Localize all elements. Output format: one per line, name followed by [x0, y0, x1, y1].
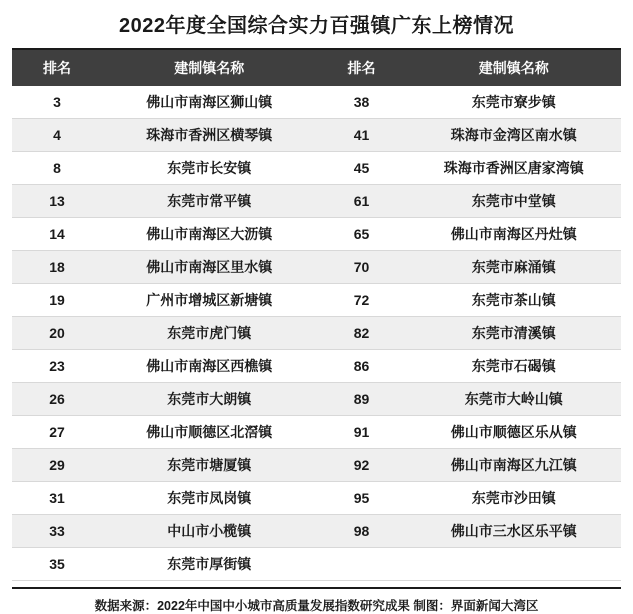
source-note: 数据来源：2022年中国中小城市高质量发展指数研究成果 制图：界面新闻大湾区 [94, 599, 539, 613]
town-right: 东莞市中堂镇 [407, 185, 622, 218]
rank-right: 72 [317, 284, 407, 317]
table-header [12, 50, 621, 86]
rank-right: 61 [317, 185, 407, 218]
town-left: 东莞市凤岗镇 [102, 482, 317, 515]
town-left: 东莞市长安镇 [102, 152, 317, 185]
rank-left: 13 [12, 185, 102, 218]
town-left: 佛山市南海区西樵镇 [102, 350, 317, 383]
town-left: 佛山市南海区大沥镇 [102, 218, 317, 251]
rank-right: 91 [317, 416, 407, 449]
table-row [12, 152, 621, 185]
table-row [12, 383, 621, 416]
ranking-table [12, 50, 621, 581]
rank-left: 33 [12, 515, 102, 548]
town-right: 东莞市大岭山镇 [407, 383, 622, 416]
rank-right: 98 [317, 515, 407, 548]
table-row [12, 350, 621, 383]
page-title: 2022年度全国综合实力百强镇广东上榜情况 [119, 15, 514, 37]
table-row [12, 218, 621, 251]
rank-left: 27 [12, 416, 102, 449]
town-right: 东莞市麻涌镇 [407, 251, 622, 284]
table-row [12, 548, 621, 581]
town-right: 东莞市寮步镇 [407, 86, 622, 119]
rank-right: 41 [317, 119, 407, 152]
table-body [12, 86, 621, 581]
town-left: 佛山市顺德区北滘镇 [102, 416, 317, 449]
rank-left: 4 [12, 119, 102, 152]
town-left: 东莞市常平镇 [102, 185, 317, 218]
table-row [12, 449, 621, 482]
rank-left: 35 [12, 548, 102, 581]
rank-left: 20 [12, 317, 102, 350]
town-right: 佛山市南海区丹灶镇 [407, 218, 622, 251]
table-row [12, 416, 621, 449]
town-right: 珠海市香洲区唐家湾镇 [407, 152, 622, 185]
town-right: 东莞市石碣镇 [407, 350, 622, 383]
town-left: 中山市小榄镇 [102, 515, 317, 548]
town-right: 佛山市三水区乐平镇 [407, 515, 622, 548]
town-left: 东莞市厚街镇 [102, 548, 317, 581]
table-row [12, 482, 621, 515]
town-left: 珠海市香洲区横琴镇 [102, 119, 317, 152]
town-right: 佛山市南海区九江镇 [407, 449, 622, 482]
rank-right: 92 [317, 449, 407, 482]
rank-left: 29 [12, 449, 102, 482]
rank-left: 14 [12, 218, 102, 251]
table-row [12, 86, 621, 119]
rank-right: 86 [317, 350, 407, 383]
rank-right: 45 [317, 152, 407, 185]
town-left: 东莞市大朗镇 [102, 383, 317, 416]
rank-right: 82 [317, 317, 407, 350]
town-left: 佛山市南海区里水镇 [102, 251, 317, 284]
column-header-town-right: 建制镇名称 [407, 50, 622, 86]
table-row [12, 119, 621, 152]
column-header-rank-right: 排名 [317, 50, 407, 86]
town-right: 佛山市顺德区乐从镇 [407, 416, 622, 449]
column-header-town-left: 建制镇名称 [102, 50, 317, 86]
rank-left: 18 [12, 251, 102, 284]
rank-right: 95 [317, 482, 407, 515]
rank-left: 19 [12, 284, 102, 317]
table-row [12, 317, 621, 350]
table-row [12, 185, 621, 218]
rank-right: 89 [317, 383, 407, 416]
rank-right: 65 [317, 218, 407, 251]
town-right [407, 548, 622, 581]
town-right: 东莞市茶山镇 [407, 284, 622, 317]
rank-right [317, 548, 407, 581]
rank-left: 26 [12, 383, 102, 416]
town-right: 东莞市沙田镇 [407, 482, 622, 515]
rank-left: 3 [12, 86, 102, 119]
column-header-rank-left: 排名 [12, 50, 102, 86]
town-left: 东莞市虎门镇 [102, 317, 317, 350]
town-right: 珠海市金湾区南水镇 [407, 119, 622, 152]
rank-left: 23 [12, 350, 102, 383]
rank-left: 31 [12, 482, 102, 515]
table-row [12, 251, 621, 284]
table-row [12, 284, 621, 317]
rank-right: 70 [317, 251, 407, 284]
town-left: 佛山市南海区狮山镇 [102, 86, 317, 119]
table-header-row [12, 50, 621, 86]
table-row [12, 515, 621, 548]
rank-right: 38 [317, 86, 407, 119]
rank-left: 8 [12, 152, 102, 185]
town-left: 东莞市塘厦镇 [102, 449, 317, 482]
town-right: 东莞市清溪镇 [407, 317, 622, 350]
town-left: 广州市增城区新塘镇 [102, 284, 317, 317]
